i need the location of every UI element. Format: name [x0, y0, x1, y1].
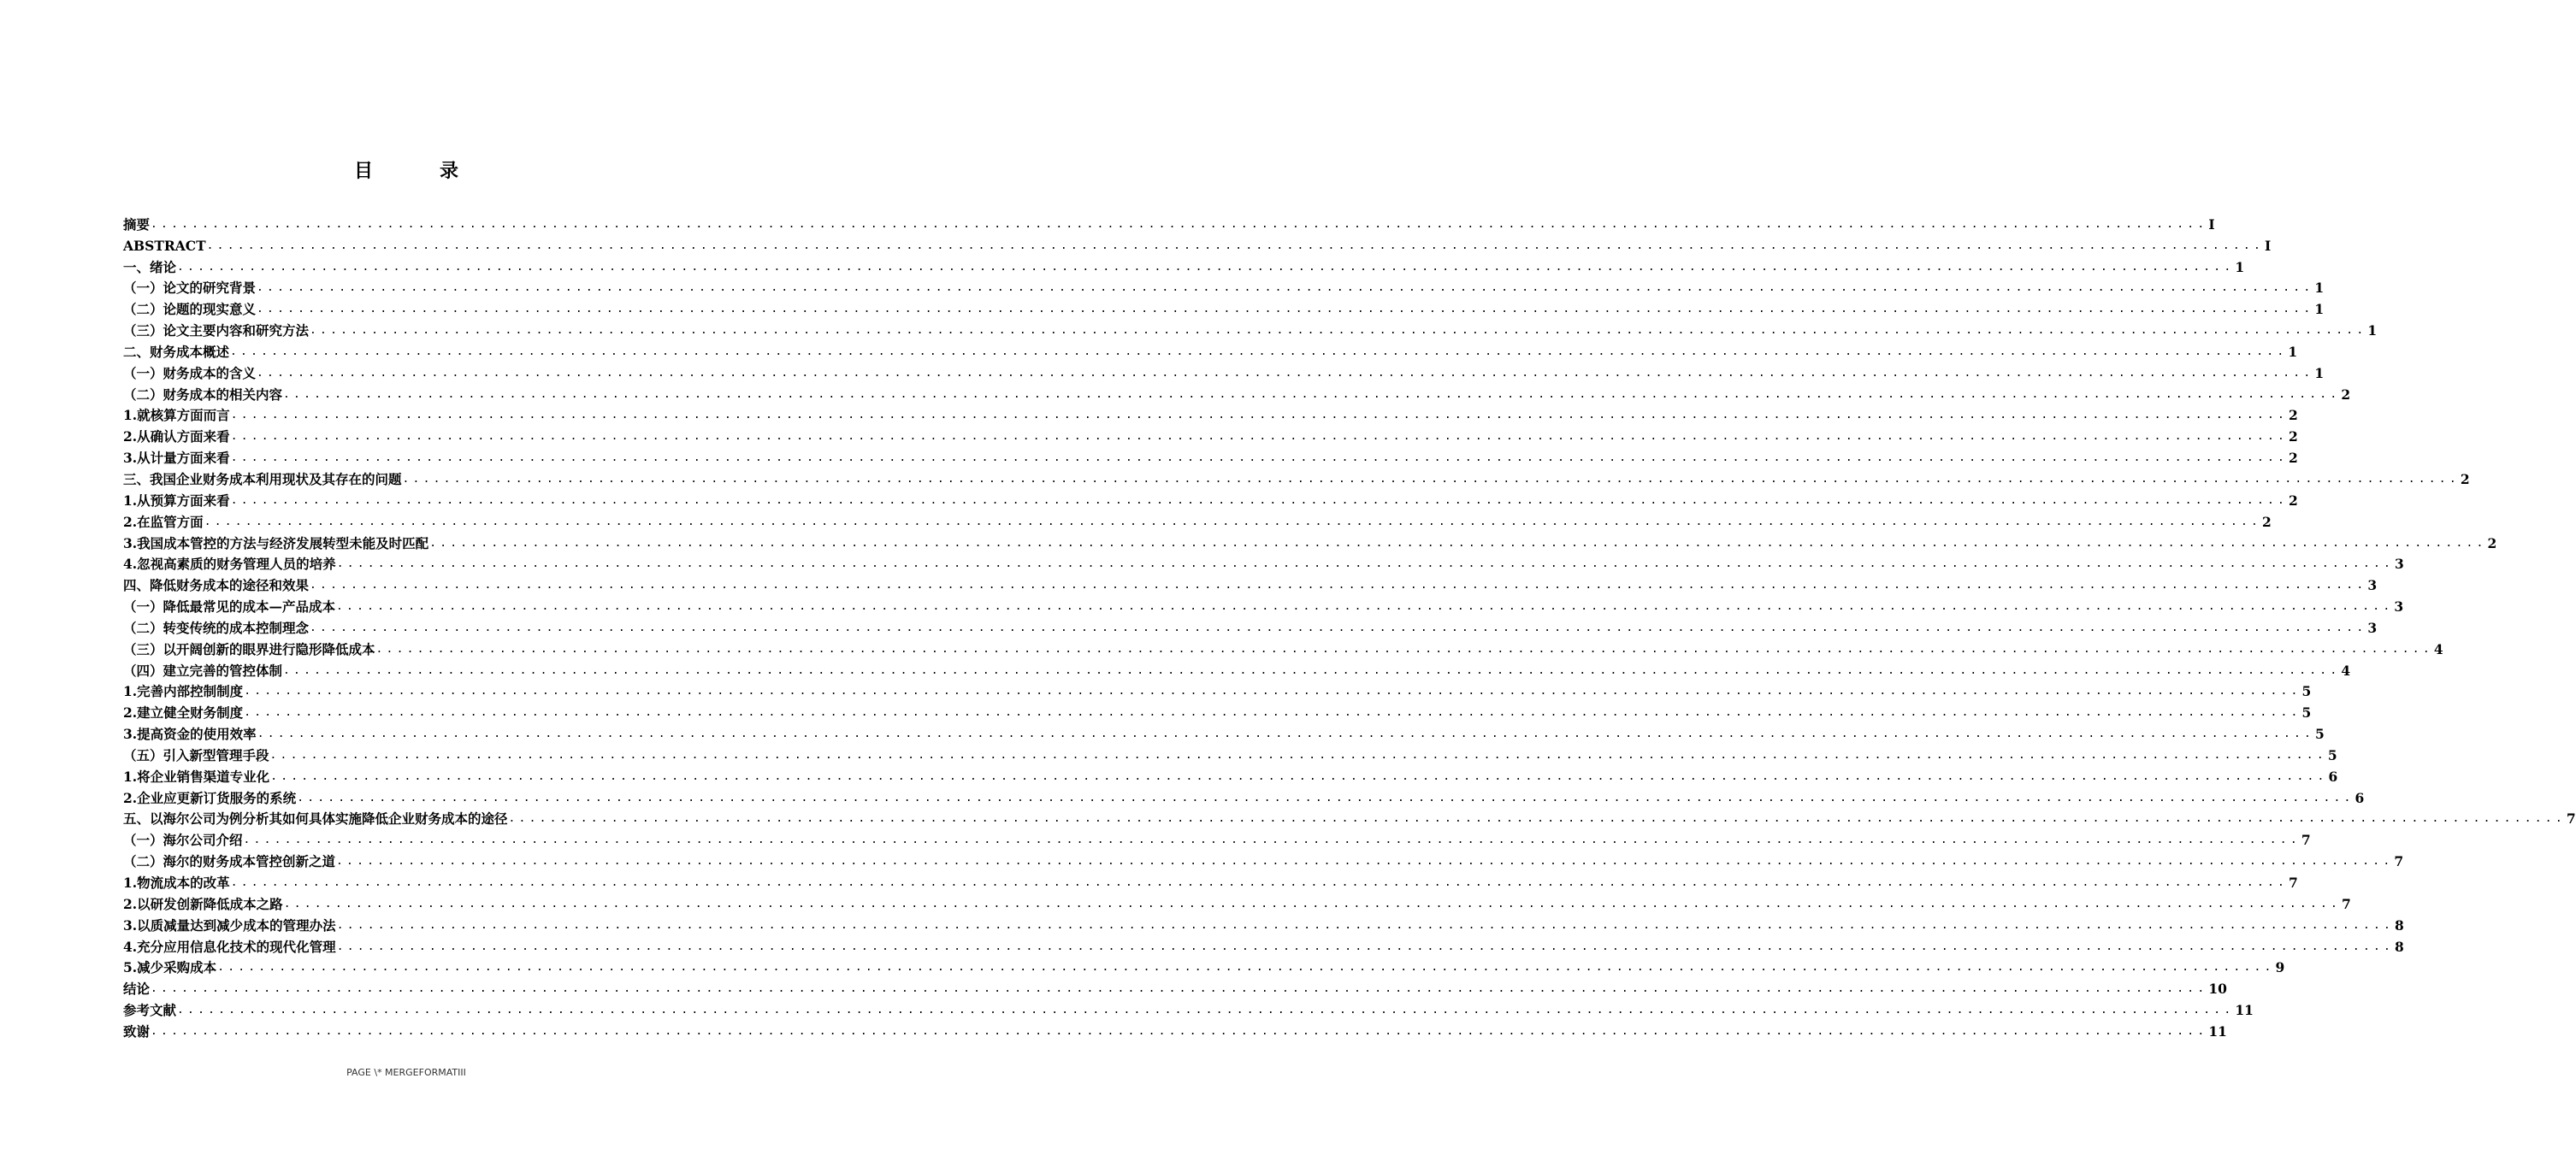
toc-entry[interactable] [123, 533, 2497, 554]
toc-entry-page-number: 7 [2289, 875, 2298, 891]
toc-dot-leader: ........................................................................................................................................................................................................ [257, 303, 2314, 316]
toc-entry[interactable] [123, 341, 2298, 362]
toc-dot-leader: ........................................................................................................................................................................................................ [230, 409, 2289, 422]
toc-dot-leader: ........................................................................................................................................................................................................ [310, 621, 2367, 634]
toc-dot-leader: ........................................................................................................................................................................................................ [177, 1004, 2235, 1017]
toc-entry-label: 2.建立健全财务制度 [123, 704, 244, 722]
toc-dot-leader: ........................................................................................................................................................................................................ [257, 281, 2314, 295]
toc-entry-label: 五、以海尔公司为例分析其如何具体实施降低企业财务成本的途径 [123, 810, 508, 828]
toc-dot-leader: ........................................................................................................................................................................................................ [283, 663, 2341, 677]
toc-dot-leader: ........................................................................................................................................................................................................ [244, 706, 2301, 720]
toc-dot-leader: ........................................................................................................................................................................................................ [429, 536, 2487, 550]
toc-entry-page-number: 10 [2208, 981, 2227, 998]
toc-entry-label: （一）论文的研究背景 [123, 280, 257, 297]
toc-entry-page-number: 2 [2289, 450, 2298, 467]
toc-entry[interactable] [123, 490, 2298, 511]
toc-entry[interactable] [123, 574, 2378, 596]
toc-entry-label: 结论 [123, 981, 151, 998]
toc-entry-label: 3.以质减量达到减少成本的管理办法 [123, 916, 336, 934]
toc-entry-page-number: 5 [2315, 726, 2325, 743]
toc-dot-leader: ........................................................................................................................................................................................................ [336, 940, 2395, 953]
toc-entry-page-number: 2 [2289, 492, 2298, 509]
toc-entry-page-number: 2 [2289, 428, 2298, 445]
toc-entry[interactable] [123, 999, 2254, 1021]
toc-dot-leader: ........................................................................................................................................................................................................ [230, 451, 2289, 465]
toc-entry-label: 1.就核算方面而言 [123, 407, 230, 424]
toc-entry-label: （五）引入新型管理手段 [123, 746, 269, 763]
toc-entry-label: （一）降低最常见的成本—产品成本 [123, 598, 336, 616]
toc-entry[interactable] [123, 298, 2325, 320]
toc-dot-leader: ........................................................................................................................................................................................................ [230, 345, 2288, 358]
toc-entry-label: 四、降低财务成本的途径和效果 [123, 577, 310, 594]
toc-entry[interactable] [123, 235, 2272, 256]
toc-entry-page-number: 5 [2301, 683, 2312, 700]
toc-entry[interactable] [123, 278, 2325, 299]
toc-entry-page-number: 1 [2367, 322, 2378, 339]
toc-entry[interactable] [123, 426, 2298, 447]
toc-entry-label: ABSTRACT [123, 237, 206, 254]
toc-entry-label: 参考文献 [123, 1002, 177, 1019]
toc-dot-leader: ........................................................................................................................................................................................................ [270, 769, 2328, 783]
toc-dot-leader: ........................................................................................................................................................................................................ [257, 728, 2315, 741]
toc-entry[interactable] [123, 681, 2312, 703]
toc-entry[interactable] [123, 256, 2245, 278]
toc-dot-leader: ........................................................................................................................................................................................................ [336, 557, 2395, 571]
toc-entry[interactable] [123, 851, 2404, 872]
toc-entry-label: （二）财务成本的相关内容 [123, 386, 283, 403]
toc-dot-leader: ........................................................................................................................................................................................................ [508, 812, 2566, 826]
toc-entry-label: 致谢 [123, 1022, 151, 1040]
toc-entry[interactable] [123, 511, 2272, 533]
toc-entry-label: 4.忽视高素质的财务管理人员的培养 [123, 556, 336, 573]
toc-entry-label: 2.以研发创新降低成本之路 [123, 895, 283, 912]
toc-entry-page-number: 5 [2301, 704, 2312, 722]
toc-entry[interactable] [123, 958, 2285, 979]
toc-entry-page-number: 2 [2262, 513, 2272, 530]
toc-entry-label: （三）论文主要内容和研究方法 [123, 322, 310, 339]
toc-dot-leader: ........................................................................................................................................................................................................ [310, 579, 2367, 592]
toc-entry-label: （二）论题的现实意义 [123, 301, 257, 318]
page-title: 目 录 [353, 160, 482, 182]
toc-dot-leader: ........................................................................................................................................................................................................ [177, 260, 2235, 274]
toc-dot-leader: ........................................................................................................................................................................................................ [243, 834, 2301, 847]
toc-entry-page-number: 1 [2288, 343, 2298, 360]
toc-entry[interactable] [123, 872, 2298, 893]
toc-entry[interactable] [123, 362, 2325, 384]
toc-entry-label: 3.提高资金的使用效率 [123, 726, 257, 743]
toc-entry-label: 1.从预算方面来看 [123, 492, 230, 509]
toc-entry[interactable] [123, 787, 2365, 809]
toc-entry-page-number: 4 [2341, 662, 2351, 679]
toc-entry-page-number: 1 [2235, 258, 2245, 275]
toc-entry[interactable] [123, 829, 2311, 851]
toc-entry-page-number: 1 [2314, 364, 2325, 381]
toc-dot-leader: ........................................................................................................................................................................................................ [257, 366, 2314, 380]
toc-entry-page-number: 11 [2208, 1022, 2227, 1040]
toc-entry[interactable] [123, 468, 2470, 490]
toc-entry[interactable] [123, 384, 2351, 405]
toc-entry-label: 3.我国成本管控的方法与经济发展转型未能及时匹配 [123, 534, 429, 551]
toc-entry-page-number: 2 [2487, 534, 2497, 551]
toc-dot-leader: ........................................................................................................................................................................................................ [269, 748, 2327, 762]
toc-dot-leader: ........................................................................................................................................................................................................ [336, 600, 2394, 614]
toc-entry-label: 3.从计量方面来看 [123, 450, 230, 467]
toc-entry-label: 5.减少采购成本 [123, 959, 217, 976]
toc-dot-leader: ........................................................................................................................................................................................................ [297, 791, 2354, 804]
toc-dot-leader: ........................................................................................................................................................................................................ [151, 1024, 2208, 1038]
toc-dot-leader: ........................................................................................................................................................................................................ [283, 897, 2342, 910]
toc-dot-leader: ........................................................................................................................................................................................................ [151, 982, 2208, 996]
toc-entry-page-number: 7 [2566, 810, 2576, 828]
toc-entry-page-number: I [2208, 215, 2215, 233]
toc-entry-page-number: 8 [2395, 938, 2404, 955]
toc-entry-page-number: 2 [2460, 470, 2470, 487]
toc-entry-label: （一）海尔公司介绍 [123, 832, 243, 849]
toc-entry-label: 1.物流成本的改革 [123, 875, 230, 891]
toc-dot-leader: ........................................................................................................................................................................................................ [283, 387, 2341, 401]
toc-entry-label: 2.在监管方面 [123, 513, 204, 530]
toc-entry-page-number: 5 [2327, 746, 2337, 763]
toc-dot-leader: ........................................................................................................................................................................................................ [230, 430, 2289, 444]
toc-entry-label: 1.将企业销售渠道专业化 [123, 768, 270, 785]
toc-entry-page-number: 11 [2235, 1002, 2254, 1019]
toc-entry[interactable] [123, 639, 2443, 660]
toc-entry-label: 二、财务成本概述 [123, 343, 230, 360]
toc-entry-page-number: 3 [2395, 556, 2404, 573]
toc-dot-leader: ........................................................................................................................................................................................................ [151, 217, 2208, 231]
toc-entry-label: 摘要 [123, 215, 151, 233]
toc-entry[interactable] [123, 554, 2404, 575]
toc-entry[interactable] [123, 405, 2298, 427]
toc-entry-page-number: 8 [2395, 916, 2404, 934]
toc-entry-label: 一、绪论 [123, 258, 177, 275]
toc-dot-leader: ........................................................................................................................................................................................................ [230, 876, 2289, 889]
toc-entry-label: 2.从确认方面来看 [123, 428, 230, 445]
toc-entry[interactable] [123, 660, 2351, 681]
toc-entry[interactable] [123, 809, 2576, 830]
toc-entry-page-number: 7 [2301, 832, 2311, 849]
toc-entry-page-number: 3 [2394, 598, 2404, 616]
toc-entry-page-number: 3 [2367, 577, 2378, 594]
toc-entry[interactable] [123, 617, 2378, 639]
table-of-contents [123, 214, 2576, 1042]
toc-entry[interactable] [123, 893, 2351, 915]
toc-entry[interactable] [123, 723, 2325, 745]
toc-dot-leader: ........................................................................................................................................................................................................ [204, 515, 2262, 528]
toc-entry-label: （二）转变传统的成本控制理念 [123, 619, 310, 636]
toc-entry[interactable] [123, 936, 2404, 958]
toc-entry-page-number: 7 [2394, 853, 2404, 870]
toc-dot-leader: ........................................................................................................................................................................................................ [310, 324, 2367, 338]
toc-dot-leader: ........................................................................................................................................................................................................ [206, 239, 2264, 252]
toc-dot-leader: ........................................................................................................................................................................................................ [244, 685, 2301, 698]
toc-dot-leader: ........................................................................................................................................................................................................ [375, 642, 2433, 656]
toc-entry[interactable] [123, 745, 2337, 766]
toc-entry-page-number: 2 [2341, 386, 2351, 403]
toc-dot-leader: ........................................................................................................................................................................................................ [217, 961, 2275, 975]
toc-entry-label: （二）海尔的财务成本管控创新之道 [123, 853, 336, 870]
toc-entry-label: （四）建立完善的管控体制 [123, 662, 283, 679]
toc-dot-leader: ........................................................................................................................................................................................................ [402, 472, 2460, 486]
toc-entry[interactable] [123, 915, 2404, 936]
toc-entry[interactable] [123, 766, 2338, 787]
toc-entry-page-number: 7 [2342, 895, 2351, 912]
toc-dot-leader: ........................................................................................................................................................................................................ [230, 493, 2289, 507]
toc-dot-leader: ........................................................................................................................................................................................................ [336, 855, 2394, 869]
toc-entry-page-number: 4 [2433, 640, 2443, 657]
toc-entry-page-number: 1 [2314, 280, 2325, 297]
toc-entry[interactable] [123, 702, 2312, 723]
toc-entry-page-number: 3 [2367, 619, 2378, 636]
toc-entry[interactable] [123, 214, 2215, 235]
toc-entry[interactable] [123, 978, 2227, 999]
toc-entry-page-number: 6 [2354, 789, 2365, 806]
toc-entry[interactable] [123, 596, 2404, 617]
page-footer: PAGE \* MERGEFORMATIII [346, 1067, 466, 1078]
toc-entry-label: （一）财务成本的含义 [123, 364, 257, 381]
toc-entry[interactable] [123, 320, 2378, 341]
toc-entry-label: （三）以开阔创新的眼界进行隐形降低成本 [123, 640, 375, 657]
toc-entry-page-number: 1 [2314, 301, 2325, 318]
toc-entry-page-number: 6 [2328, 768, 2338, 785]
toc-entry-label: 2.企业应更新订货服务的系统 [123, 789, 297, 806]
toc-entry-page-number: 9 [2275, 959, 2285, 976]
toc-entry-page-number: I [2264, 237, 2272, 254]
toc-entry-label: 三、我国企业财务成本利用现状及其存在的问题 [123, 470, 402, 487]
toc-entry-page-number: 2 [2289, 407, 2298, 424]
toc-entry-label: 4.充分应用信息化技术的现代化管理 [123, 938, 336, 955]
toc-entry[interactable] [123, 447, 2298, 468]
toc-entry-label: 1.完善内部控制制度 [123, 683, 244, 700]
toc-dot-leader: ........................................................................................................................................................................................................ [336, 918, 2395, 932]
toc-entry[interactable] [123, 1021, 2227, 1042]
